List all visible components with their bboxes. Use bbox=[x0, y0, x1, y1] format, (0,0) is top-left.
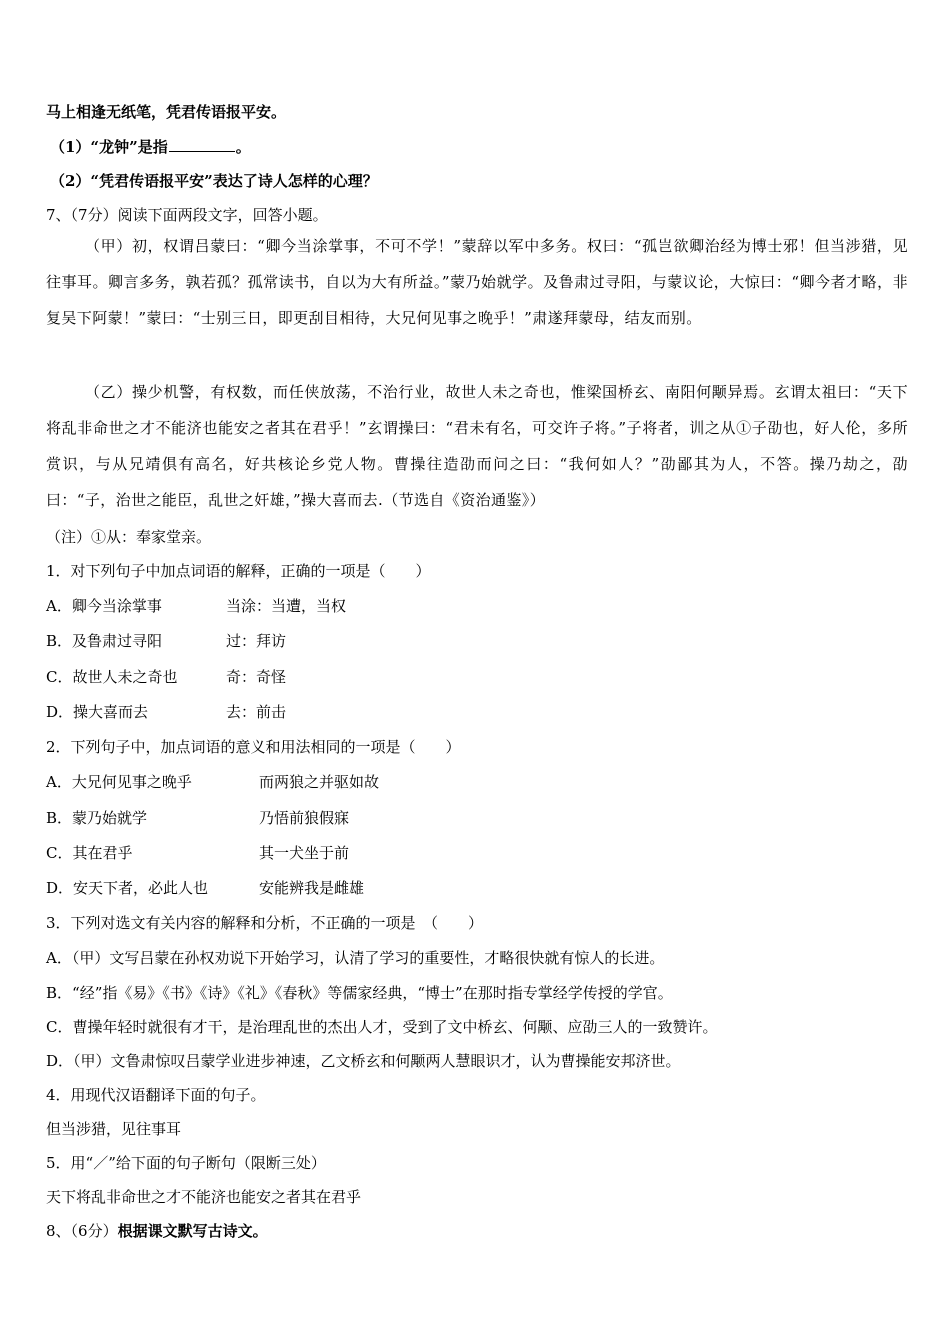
q2-option-a-compare: 而两狼之并驱如故 bbox=[259, 773, 380, 791]
question-3-stem: 3．下列对选文有关内容的解释和分析，不正确的一项是 （ ） bbox=[46, 914, 484, 932]
question-6-1 bbox=[50, 137, 251, 157]
q2-option-c-label: C．其在君乎 bbox=[46, 844, 133, 862]
q2-option-d[interactable] bbox=[46, 878, 208, 898]
q1-option-a[interactable] bbox=[46, 596, 162, 616]
q1-option-a-explanation: 当涂：当遭，当权 bbox=[226, 597, 347, 615]
q1-option-b-explanation: 过：拜访 bbox=[226, 632, 287, 650]
q1-option-b-label: B．及鲁肃过寻阳 bbox=[46, 632, 163, 650]
question-6-1-end: 。 bbox=[235, 138, 251, 156]
q2-option-a-label: A．大兄何见事之晚乎 bbox=[46, 773, 192, 791]
q1-option-c-label: C．故世人未之奇也 bbox=[46, 668, 178, 686]
q3-option-a[interactable]: A．（甲）文写吕蒙在孙权劝说下开始学习，认清了学习的重要性，才略很快就有惊人的长进。 bbox=[46, 949, 665, 967]
q2-option-c-compare: 其一犬坐于前 bbox=[259, 844, 350, 862]
q1-option-a-label: A．卿今当涂掌事 bbox=[46, 597, 162, 615]
q1-option-c[interactable] bbox=[46, 667, 177, 687]
q2-option-a[interactable] bbox=[46, 772, 192, 792]
passage-yi: （乙）操少机警，有权数，而任侠放荡，不治行业，故世人未之奇也，惟梁国桥玄、南阳何颙异焉。玄谓太祖曰：“天下将乱非命世之才不能济也能安之者其在君乎！”玄谓操曰：“君未有名，可交许子将。”子将者，训之从①子劭也，好人伦，多所赏识，与从兄靖俱有高名，好共核论乡党人物。曹操往造劭而问之曰：“我何如人？”劭鄙其为人，不答。操乃劫之，劭曰：“子，治世之能臣，乱世之奸雄，”操大喜而去.（节选自《资治通鉴》） bbox=[46, 383, 908, 509]
question-1-stem: 1．对下列句子中加点词语的解释，正确的一项是（ ） bbox=[46, 562, 431, 580]
q1-option-d[interactable] bbox=[46, 702, 148, 722]
question-6-2: （2）“凭君传语报平安”表达了诗人怎样的心理？ bbox=[50, 172, 378, 190]
poem-line: 马上相逢无纸笔，凭君传语报平安。 bbox=[46, 103, 287, 121]
question-4-sentence: 但当涉猎，见往事耳 bbox=[46, 1120, 182, 1138]
q2-option-d-label: D．安天下者，必此人也 bbox=[46, 879, 209, 897]
question-6-1-text: （1）“龙钟”是指 bbox=[50, 138, 168, 156]
question-4-stem: 4．用现代汉语翻译下面的句子。 bbox=[46, 1086, 266, 1104]
q2-option-d-compare: 安能辨我是雌雄 bbox=[259, 879, 365, 897]
q2-option-b-label: B．蒙乃始就学 bbox=[46, 809, 148, 827]
answer-blank[interactable] bbox=[169, 137, 235, 152]
q1-option-b[interactable] bbox=[46, 631, 162, 651]
passage-jia: （甲）初，权谓吕蒙曰：“卿今当涂掌事，不可不学！”蒙辞以军中多务。权曰：“孤岂欲卿治经为博士邪！但当涉猎，见往事耳。卿言多务，孰若孤？孤常读书，自以为大有所益。”蒙乃始就学。及鲁肃过寻阳，与蒙议论，大惊曰：“卿今者才略，非复吴下阿蒙！”蒙曰：“士别三日，即更刮目相待，大兄何见事之晚乎！”肃遂拜蒙母，结友而别。 bbox=[46, 237, 908, 327]
question-5-stem: 5．用“／”给下面的句子断句（限断三处） bbox=[46, 1154, 326, 1172]
question-5-sentence: 天下将乱非命世之才不能济也能安之者其在君乎 bbox=[46, 1188, 362, 1206]
q3-option-b[interactable]: B．“经”指《易》《书》《诗》《礼》《春秋》等儒家经典，“博士”在那时指专掌经学传授的学官。 bbox=[46, 984, 673, 1002]
q3-option-c[interactable]: C．曹操年轻时就很有才干，是治理乱世的杰出人才，受到了文中桥玄、何颙、应劭三人的一致赞许。 bbox=[46, 1018, 718, 1036]
q1-option-d-label: D．操大喜而去 bbox=[46, 703, 149, 721]
question-8-header bbox=[46, 1221, 268, 1241]
question-7-header: 7、（7分）阅读下面两段文字，回答小题。 bbox=[46, 206, 328, 224]
q2-option-b[interactable] bbox=[46, 808, 147, 828]
q1-option-c-explanation: 奇：奇怪 bbox=[226, 668, 287, 686]
question-8-instruction: 根据课文默写古诗文。 bbox=[117, 1222, 268, 1240]
q2-option-c[interactable] bbox=[46, 843, 132, 863]
q2-option-b-compare: 乃悟前狼假寐 bbox=[259, 809, 350, 827]
question-8-score: 8、（6分） bbox=[46, 1222, 118, 1240]
question-2-stem: 2．下列句子中，加点词语的意义和用法相同的一项是（ ） bbox=[46, 738, 461, 756]
annotation-note: （注）①从：奉家堂亲。 bbox=[46, 528, 212, 546]
q1-option-d-explanation: 去：前击 bbox=[226, 703, 287, 721]
q3-option-d[interactable]: D．（甲）文鲁肃惊叹吕蒙学业进步神速，乙文桥玄和何颙两人慧眼识才，认为曹操能安邦济世。 bbox=[46, 1052, 681, 1070]
